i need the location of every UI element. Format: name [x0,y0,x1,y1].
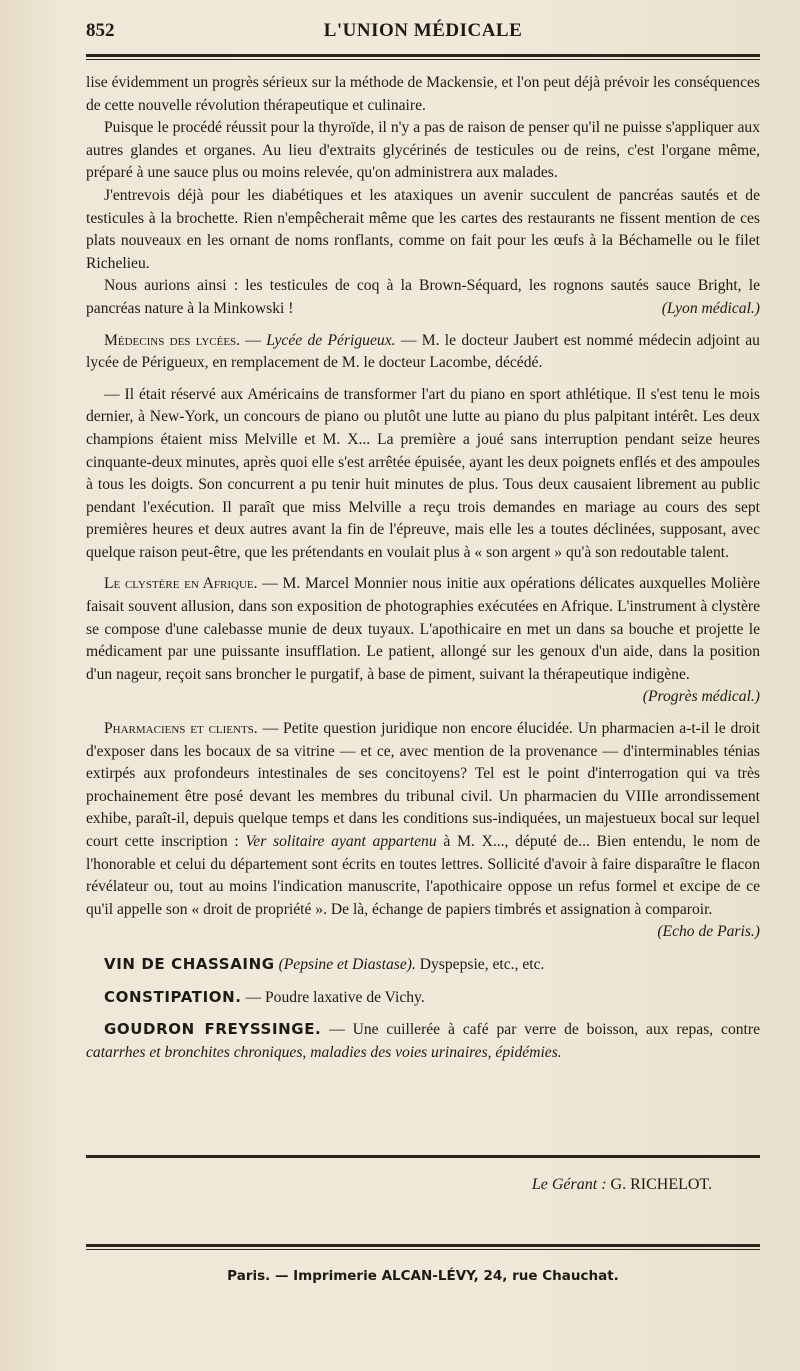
source-progres-medical: (Progrès médical.) [642,688,760,706]
medecins-text: — M. le docteur Jaubert est nommé médecin adjoint au lycée de Périgueux, en remplacement de M. le docteur Lacombe, décédé. [86,331,760,372]
page-number: 852 [86,20,115,41]
journal-title: L'UNION MÉDICALE [323,20,523,41]
ad-brand: CONSTIPATION. [104,987,242,1006]
ad-brand: GOUDRON FREYSSINGE. [104,1020,322,1039]
piano-paragraph: — Il était réservé aux Américains de transformer l'art du piano en sport athlétique. Il s'est tenu le mois dernier, à New-York, un concours de piano ou plutôt une lutte au piano du plus palpitant intérêt. Les deux champions étaient miss Melville et M. X... La première a joué sans interruption pendant seize heures cinquante-deux minutes, après quoi elle s'est arrêtée épuisée, ayant les deux poignets enflés et des ampoules à tous les doigts. Son concurrent a pu tenir huit minutes de plus. Tous deux causaient librement au public pendant l'exécution. Il paraît que miss Melville a reçu trois demandes en mariage au cours des sept premières heures et deux autres avant la fin de l'épreuve, mais elle les a toutes déclinées, supposant, avec quelque raison peut-être, que les prétendants en voulait plus à « son argent » qu'à son redoutable talent. [86,385,760,561]
ad-text: — Une cuillerée à café par verre de boisson, aux repas, contre [329,1021,760,1039]
ad-goudron-freyssinge [86,1018,760,1064]
imprint-rule [86,1244,760,1250]
gerant-label: Le Gérant : [531,1176,607,1193]
pharmaciens-text-after: à M. X..., député de... Bien entendu, le nom de l'honorable et celui du département sont écrits en toutes lettres. Sollicité d'avoir à faire disparaître le flacon révélateur ou, tout au moins l'indication manuscrite, l'apothicaire oppose un refus formel et excipe de ce qu'il appelle son « droit de propriété ». De là, échange de papiers timbrés et assignation à comparoir. [86,833,761,918]
paragraph-4 [86,275,760,320]
ad-text: Dyspepsie, etc., etc. [419,955,545,973]
source-lyon-medical: (Lyon médical.) [661,299,760,317]
source-echo-de-paris: (Echo de Paris.) [657,923,760,941]
pharmaciens-text-before: — Petite question juridique non encore élucidée. Un pharmacien a-t-il le droit d'exposer dans les bocaux de sa vitrine — et ce, avec mention de la provenance — d'interminables ténias extirpés aux profondeurs intestinales de ses concitoyens? Tel est le point d'interrogation qui va très prochainement être posé devant les membres du tribunal civil. Un pharmacien du VIIIe arrondissement exhibe, paraît-il, depuis quelque temps et dans les conditions sus-indiquées, un majestueux bocal sur lequel court cette inscription : [86,720,760,850]
paragraph-4-text: Nous aurions ainsi : les testicules de coq à la Brown-Séquard, les rognons sautés sauce Bright, le pancréas nature à la Minkowski ! [86,277,760,317]
footer-rule [86,1155,760,1158]
ad-italic-after: catarrhes et bronchites chroniques, maladies des voies urinaires, épidémies. [86,1043,562,1061]
clystere-paragraph [86,573,760,686]
medecins-place: Lycée de Périgueux. [266,331,396,349]
gerant-name: G. RICHELOT. [610,1176,712,1193]
article-body [86,72,760,1064]
pharmaciens-inscription: Ver solitaire ayant appartenu [245,833,437,850]
page-header [86,20,760,50]
ad-brand: VIN DE CHASSAING [104,954,275,973]
pharmaciens-paragraph [86,718,760,921]
pharmaciens-heading: Pharmaciens et clients. [104,720,258,738]
imprint-line: Paris. — Imprimerie ALCAN-LÉVY, 24, rue Chauchat. [227,1268,619,1284]
header-rule [86,54,760,60]
gerant-signature [532,1176,712,1194]
ad-vin-chassaing [86,953,760,977]
paragraph-3: J'entrevois déjà pour les diabétiques et les ataxiques un avenir succulent de pancréas sautés et de testicules à la brochette. Rien n'empêcherait même que les cartes des restaurants ne fissent mention de ces plats nouveaux en les ornant de noms ronflants, comme on fait pour les œufs à la Béchamelle ou le filet Richelieu. [86,186,760,272]
ad-text: — Poudre laxative de Vichy. [245,988,425,1006]
paragraph-1: lise évidemment un progrès sérieux sur la méthode de Mackensie, et l'on peut déjà prévoir les conséquences de cette nouvelle révolution thérapeutique et culinaire. [86,74,760,114]
medecins-heading: Médecins des lycées. [104,331,241,349]
medecins-paragraph: Médecins des lycées. — Lycée de Périgueux. — M. le docteur Jaubert est nommé médecin adjoint au lycée de Périgueux, en remplacement de M. le docteur Lacombe, décédé. [86,331,760,372]
clystere-text: — M. Marcel Monnier nous initie aux opérations délicates auxquelles Molière faisait souvent allusion, dans son exposition de photographies exécutées en Afrique. L'instrument à clystère se compose d'une calebasse munie de deux tuyaux. L'apothicaire en met un dans sa bouche et projette le médicament par une puissante insufflation. Le patient, allongé sur les genoux d'un aide, dans la position d'un nageur, reçoit sans broncher le purgatif, à base de piment, suivant la thérapeutique indigène. [86,575,761,683]
ad-constipation [86,986,760,1010]
clystere-heading: Le clystère en Afrique. [104,575,258,593]
paragraph-2: Puisque le procédé réussit pour la thyroïde, il n'y a pas de raison de penser qu'il ne puisse s'appliquer aux autres glandes et organes. Au lieu d'extraits glycérinés de testicules ou de reins, c'est l'organe même, préparé à une sauce plus ou moins relevée, qu'on administrera aux malades. [86,119,760,182]
ad-italic: (Pepsine et Diastase). [278,955,416,973]
